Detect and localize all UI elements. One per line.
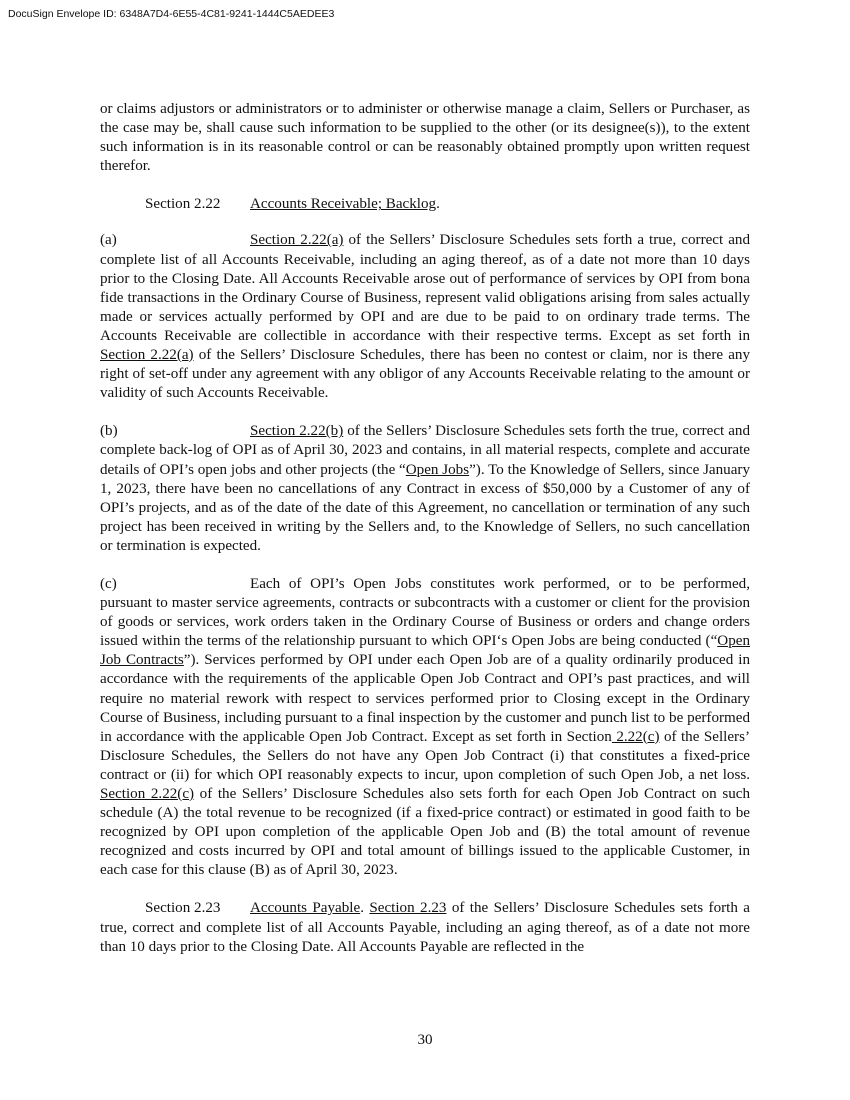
section-number: Section 2.23 [145, 900, 221, 917]
intro-paragraph: or claims adjustors or administrators or to administer or otherwise manage a claim, Sellers or Purchaser, as the case may be, shall cause such information to be supplied to the other (or its designee(s)), to the extent such information is in its reasonable control or can be reasonably obtained promptly upon written request therefor. [100, 101, 750, 175]
paragraph-text: of the Sellers’ Disclosure Schedules sets forth a true, correct and complete list of all Accounts Receivable, including an aging thereof, as of a date not more than 10 days prior to the Closing Date. All Accounts Receivable arose out of performance of services by OPI from bona fide transactions in the Ordinary Course of Business, represent valid obligations arising from sales actually made or services actually performed by OPI and are due to be paid to on ordinary trade terms. The Accounts Receivable are collectible in accordance with their respective terms. Except as set forth in [100, 232, 750, 344]
paragraph-b [100, 422, 750, 556]
cross-reference: Section 2.23 [369, 900, 447, 917]
paragraph-text: of the Sellers’ Disclosure Schedules sets forth a true, correct and complete list of all Accounts Payable, including an aging thereof, as of a date not more than 10 days prior to the Closing Date. All Accounts Payable are reflected in the [100, 900, 750, 955]
cross-reference: Section 2.22(a) [250, 232, 344, 249]
paragraph-label: (c) [100, 575, 117, 592]
cross-reference: 2.22(c) [611, 728, 660, 745]
defined-term: Open Jobs [405, 461, 470, 478]
section-number: Section 2.22 [145, 196, 221, 213]
section-title: Accounts Receivable; Backlog [250, 196, 437, 213]
docusign-envelope-id: DocuSign Envelope ID: 6348A7D4-6E55-4C81-9241-1444C5AEDEE3 [8, 8, 335, 20]
cross-reference: Section 2.22(c) [100, 786, 195, 802]
paragraph-text: ”). Services performed by OPI under each Open Job are of a quality ordinarily produced in accordance with the requirements of the applicable Open Job Contract and OPI’s past practices, and will require no material rework with respect to services performed prior to Closing except in the Ordinary Course of Business, including pursuant to a final inspection by the customer and punch list to be performed in accordance with the applicable Open Job Contract. Except as set forth in Section [100, 652, 751, 745]
page-number: 30 [417, 1032, 433, 1048]
defined-term: Open Job Contracts [100, 633, 750, 669]
cross-reference: Section 2.22(b) [250, 423, 344, 440]
document-page [100, 100, 750, 957]
paragraph-label: (b) [100, 423, 118, 440]
paragraph-text: of the Sellers’ Disclosure Schedules sets forth the true, correct and complete back-log of OPI as of April 30, 2023 and contains, in all material respects, complete and accurate details of OPI’s open jobs and other projects (the “ [100, 423, 751, 478]
paragraph-c [100, 575, 750, 881]
section-title-end: . [360, 900, 364, 917]
paragraph-label: (a) [100, 232, 117, 249]
paragraph-a [100, 231, 750, 403]
paragraph-text: of the Sellers’ Disclosure Schedules, the Sellers do not have any Open Job Contract (i) that constitutes a fixed-price contract or (ii) for which OPI reasonably expects to incur, upon completion of such Open Job, a net loss. [100, 728, 750, 783]
section-2-22-heading [100, 195, 750, 214]
section-title-end: . [436, 196, 440, 213]
section-title: Accounts Payable [250, 900, 361, 917]
paragraph-text: Each of OPI’s Open Jobs constitutes work performed, or to be performed, pursuant to master service agreements, contracts or subcontracts with a customer or client for the provision of goods or services, work orders taken in the Ordinary Course of Business or orders and change orders issued within the terms of the relationship pursuant to which OPI‘s Open Jobs are being conducted (“ [100, 575, 750, 650]
paragraph-text: of the Sellers’ Disclosure Schedules, there has been no contest or claim, nor is there any right of set-off under any agreement with any obligor of any Accounts Receivable relating to the amount or validity of such Accounts Receivable. [100, 347, 751, 402]
section-2-23-paragraph [100, 899, 750, 956]
paragraph-text: ”). To the Knowledge of Sellers, since January 1, 2023, there have been no cancellations of any Contract in excess of $50,000 by a Customer of any of OPI’s projects, and as of the date of the date of this Agreement, no cancellation or termination of any such project has been received in writing by the Sellers and, to the Knowledge of Sellers, no such cancellation or termination is expected. [100, 461, 751, 554]
paragraph-text: of the Sellers’ Disclosure Schedules also sets forth for each Open Job Contract on such schedule (A) the total revenue to be recognized (if a fixed-price contract) or estimated in good faith to be recognized by OPI upon completion of the applicable Open Job and (B) the total amount of revenue recognized and costs incurred by OPI and total amount of billings issued to the applicable Customer, in each case for this clause (B) as of April 30, 2023. [100, 786, 750, 879]
cross-reference: Section 2.22(a) [100, 347, 194, 364]
